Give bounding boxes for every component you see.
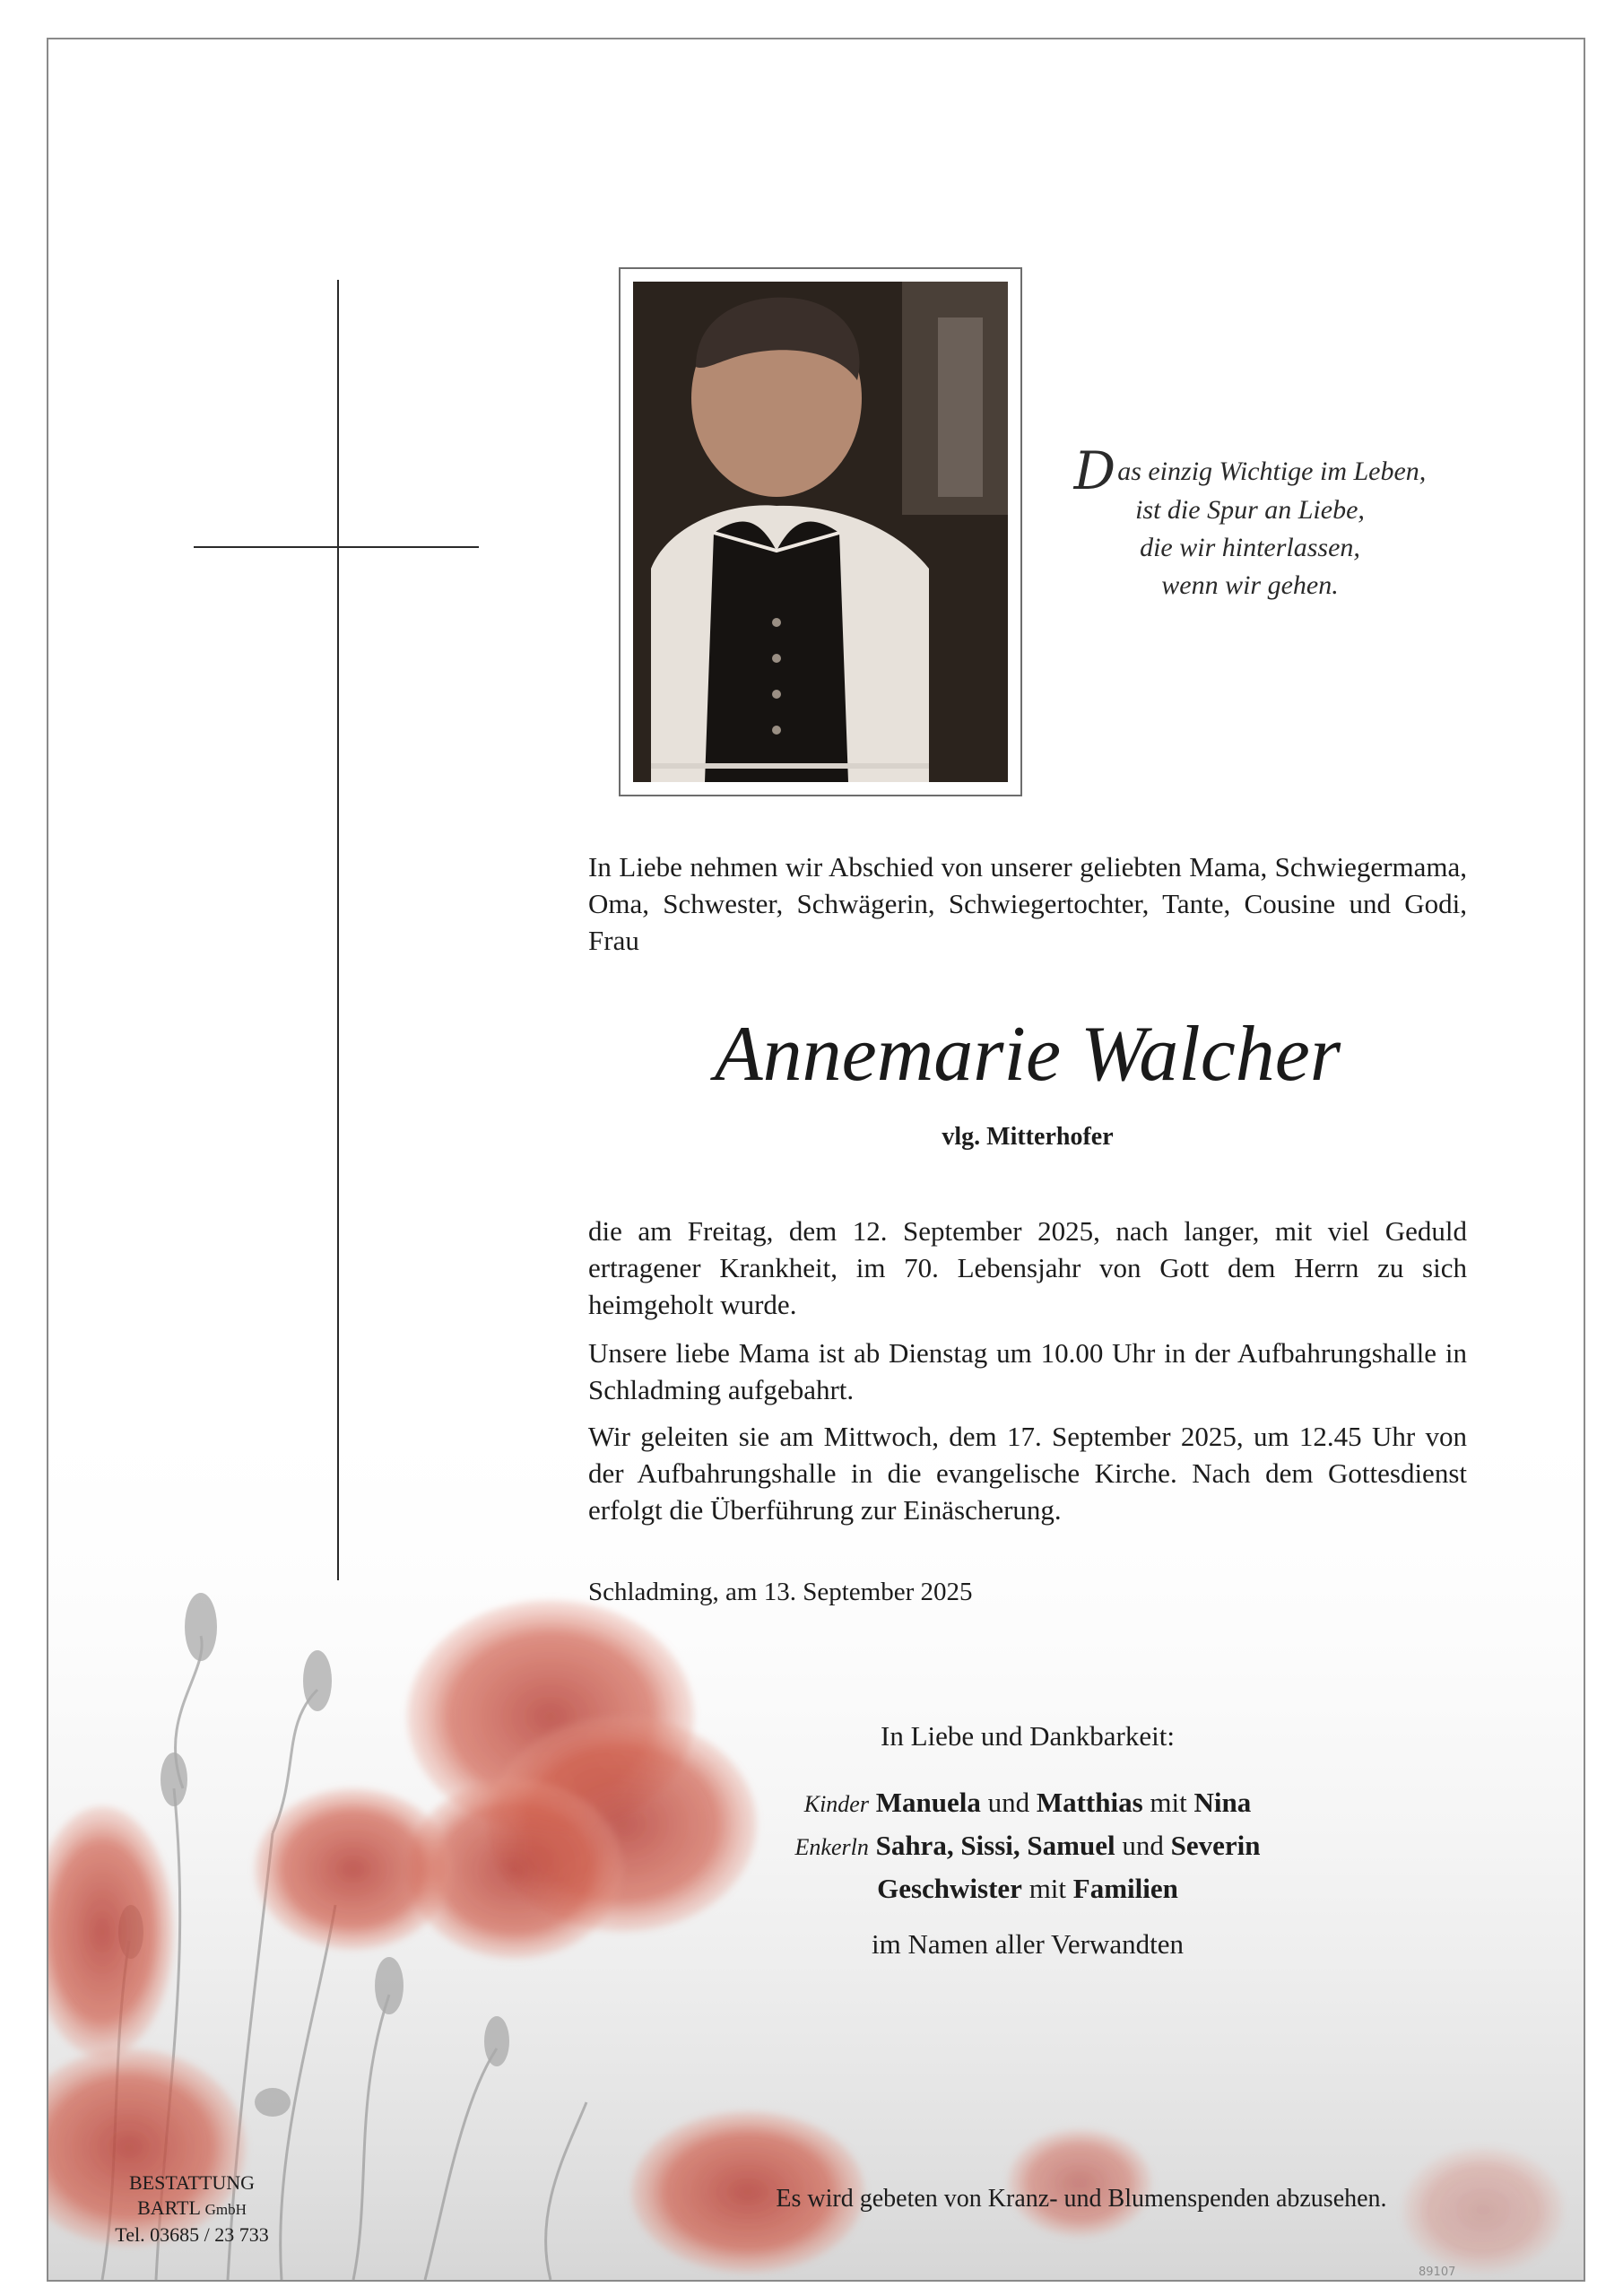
relatives-line: im Namen aller Verwandten [871,1928,1185,1960]
portrait-photo [633,282,1008,782]
child-name: Matthias [1036,1787,1143,1818]
portrait-frame [619,267,1022,796]
farm-name: vlg. Mitterhofer [942,1123,1114,1151]
place-date-line: Schladming, am 13. September 2025 [588,1578,973,1606]
quote-initial: D [1073,440,1116,501]
thanks-line: In Liebe und Dankbarkeit: [881,1720,1175,1752]
intro-paragraph: In Liebe nehmen wir Abschied von unserer geliebten Mama, Schwiegermama, Oma, Schwester, Schwägerin, Schwiegertochter, Tante, Cousine und Godi, Frau [588,851,1467,956]
print-code: 89107 [1419,2266,1456,2279]
preposition-text: mit [1150,1787,1187,1818]
deceased-name: Annemarie Walcher [714,1011,1341,1098]
undertaker-company-suffix: GmbH [204,2201,247,2218]
child-name: Manuela [875,1787,981,1818]
grandchildren-names: Sahra, Sissi, Samuel [875,1830,1115,1861]
grandchildren-line [588,1828,1467,1866]
viewing-paragraph: Unsere liebe Mama ist ab Dienstag um 10.00 Uhr in der Aufbahrungshalle in Schladming aufgebahrt. [588,1337,1467,1405]
preposition-text: mit [1028,1873,1067,1904]
quote-line-1-text: as einzig Wichtige im Leben, [1117,457,1427,486]
undertaker-name: BARTL [137,2196,201,2219]
cross-horizontal-bar [194,546,479,548]
quote-line-2: ist die Spur an Liebe, [1135,495,1365,526]
undertaker-line-1: BESTATTUNG [128,2171,255,2194]
grandchild-name: Severin [1170,1830,1261,1861]
partner-name: Nina [1193,1787,1252,1818]
siblings-line [588,1871,1467,1907]
funeral-paragraph: Wir geleiten sie am Mittwoch, dem 17. September 2025, um 12.45 Uhr von der Aufbahrungshalle in die evangelische Kirche. Nach dem Gottesdienst erfolgt die Überführung zur Einäscherung. [588,1421,1467,1526]
conjunction-text: und [987,1787,1030,1818]
no-flowers-note: Es wird gebeten von Kranz- und Blumenspenden abzusehen. [776,2185,1387,2213]
quote-line-3: die wir hinterlassen, [1140,533,1360,563]
cross-vertical-bar [337,280,339,1580]
conjunction-text: und [1122,1830,1164,1861]
death-paragraph: die am Freitag, dem 12. September 2025, nach langer, mit viel Geduld ertragener Krankheit, im 70. Lebensjahr von Gott dem Herrn zu sich heimgeholt wurde. [588,1215,1467,1320]
children-line [588,1785,1467,1822]
families-label: Familien [1072,1873,1178,1904]
quote-line-1 [1026,440,1474,501]
undertaker-imprint [102,2170,282,2248]
memorial-quote [1026,440,1474,604]
siblings-label: Geschwister [877,1873,1022,1904]
quote-line-4: wenn wir gehen. [1161,570,1339,601]
children-label: Kinder [803,1791,869,1817]
undertaker-phone: Tel. 03685 / 23 733 [115,2223,269,2246]
undertaker-line-2 [102,2196,282,2222]
parte-card [47,38,1585,2282]
grandchildren-label: Enkerln [794,1834,869,1860]
